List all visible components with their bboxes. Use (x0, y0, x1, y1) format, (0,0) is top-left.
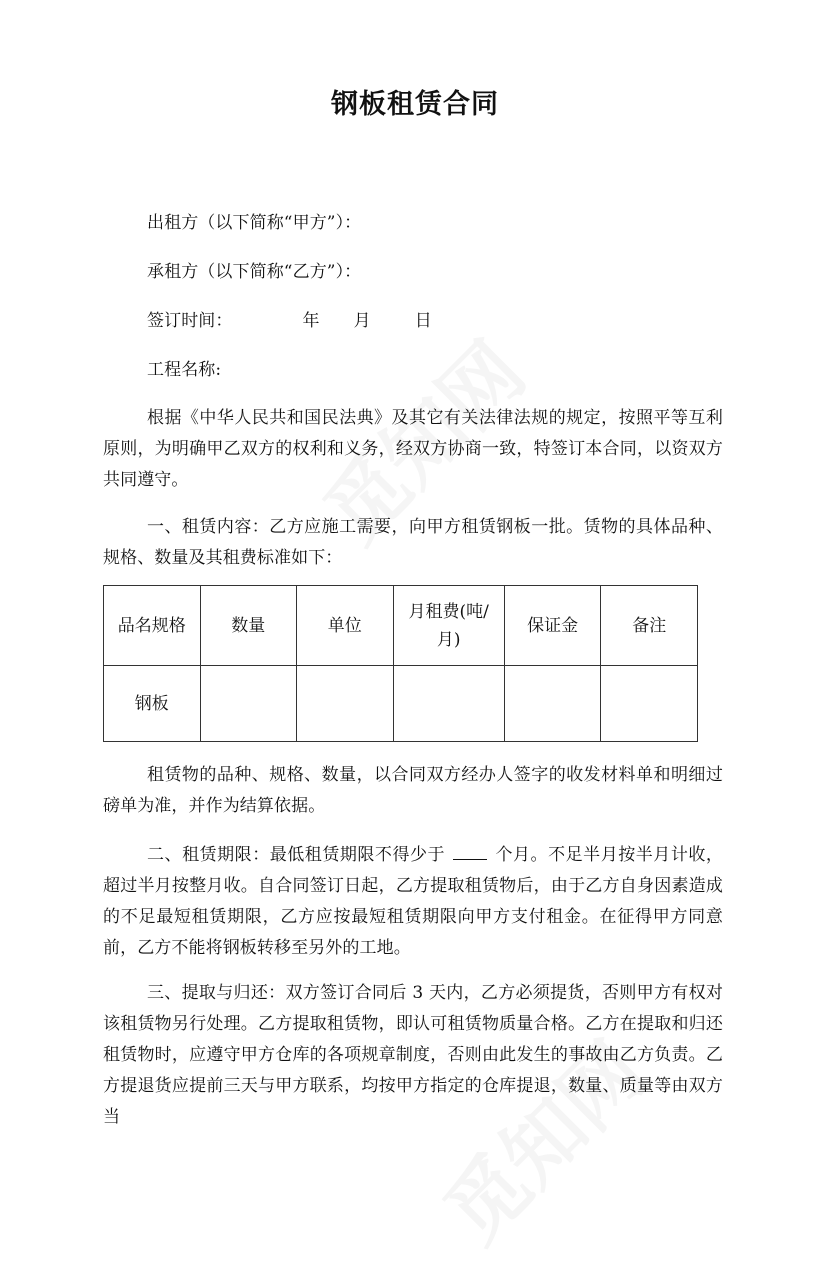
table-cell: 钢板 (104, 666, 201, 742)
rental-table (103, 585, 698, 742)
header-cell: 单位 (297, 586, 394, 666)
table-cell (504, 666, 601, 742)
header-cell: 保证金 (504, 586, 601, 666)
lessee-field: 承租方（以下简称“乙方”）： (147, 262, 362, 282)
table-cell (393, 666, 504, 742)
project-name-field: 工程名称: (147, 360, 222, 380)
header-cell: 备注 (601, 586, 698, 666)
table-cell (200, 666, 297, 742)
header-cell: 品名规格 (104, 586, 201, 666)
table-cell (601, 666, 698, 742)
day-label: 日 (414, 311, 432, 331)
sign-date-label: 签订时间： (147, 311, 233, 331)
table-cell (297, 666, 394, 742)
clause-1: 一、租赁内容：乙方应施工需要，向甲方租赁钢板一批。赁物的具体品种、规格、数量及其租费标准如下： (103, 517, 723, 568)
sign-date-field (103, 306, 723, 337)
clause-3: 三、提取与归还：双方签订合同后 3 天内，乙方必须提货，否则甲方有权对该租赁物另行处理。乙方提取租赁物，即认可租赁物质量合格。乙方在提取和归还租赁物时，应遵守甲方仓库的各项规章制度，否则由此发生的事故由乙方负责。乙方提退货应提前三天与甲方联系，均按甲方指定的仓库提退，数量、质量等由双方当 (103, 983, 723, 1127)
clause-2 (103, 840, 723, 964)
table-header-row (104, 586, 698, 666)
document-title: 钢板租赁合同 (331, 89, 499, 120)
month-label: 月 (353, 311, 371, 331)
note-paragraph: 租赁物的品种、规格、数量，以合同双方经办人签字的收发材料单和明细过磅单为准，并作为结算依据。 (103, 765, 723, 816)
clause-2-start: 二、租赁期限：最低租赁期限不得少于 (147, 845, 446, 865)
header-cell: 月租费(吨/月) (393, 586, 504, 666)
lessor-field: 出租方（以下简称“甲方”）： (147, 213, 362, 233)
months-blank (453, 845, 487, 860)
table-row (104, 666, 698, 742)
clause-2-rest: 个月。不足半月按半月计收，超过半月按整月收。自合同签订日起，乙方提取租赁物后，由于乙方自身因素造成的不足最短租赁期限，乙方应按最短租赁期限向甲方支付租金。在征得甲方同意前，乙方不能将钢板转移至另外的工地。 (103, 845, 723, 958)
header-cell: 数量 (200, 586, 297, 666)
year-label: 年 (302, 311, 320, 331)
intro-paragraph: 根据《中华人民共和国民法典》及其它有关法律法规的规定，按照平等互利原则，为明确甲乙双方的权利和义务，经双方协商一致，特签订本合同，以资双方共同遵守。 (103, 408, 723, 490)
